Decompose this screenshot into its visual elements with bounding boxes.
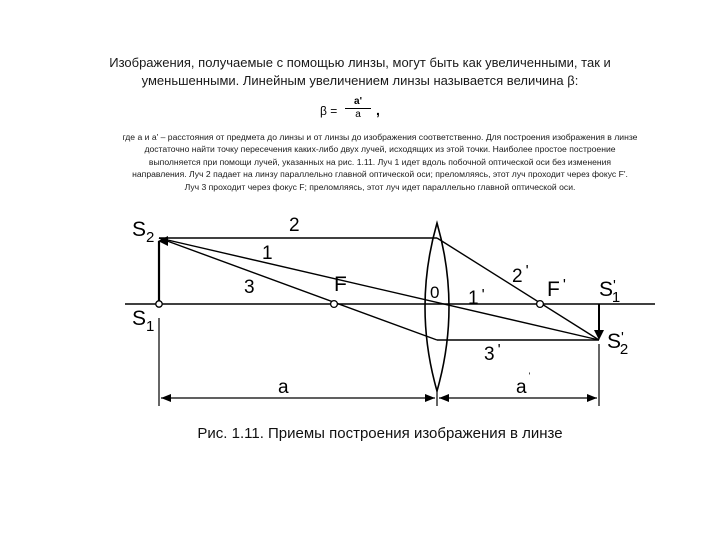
- explanation-line: выполняется при помощи лучей, указанных на рис. 1.11. Луч 1 идет вдоль побочной оптической оси без изменения: [148, 156, 612, 167]
- label-ray-2: 2: [289, 215, 300, 236]
- formula-numerator: a': [345, 96, 371, 109]
- label-s2-prime: S' 2: [607, 329, 629, 358]
- label-ray-2-prime: 2 ': [512, 263, 529, 287]
- label-focus-f-prime: F ': [547, 277, 566, 301]
- formula-beta: β =: [320, 104, 338, 118]
- label-ray-3-prime: 3 ': [484, 342, 501, 365]
- converging-lens: [425, 223, 449, 391]
- intro-line-1: Изображения, получаемые с помощью линзы, могут быть как увеличенными, так и: [109, 55, 611, 70]
- ray-2-refracted: [437, 238, 599, 340]
- label-distance-a-prime: a': [516, 371, 531, 398]
- explanation-line: достаточно найти точку пересечения каких-либо двух лучей, исходящих из этой точки. Наиболее простое построение: [144, 144, 616, 155]
- formula-comma: ,: [376, 102, 380, 118]
- ray-1-through-center: [159, 238, 599, 340]
- object-base-point: [156, 301, 162, 307]
- explanation-line: где a и a' – расстояния от предмета до линзы и от линзы до изображения соответственно. Для построения изображения в линзе: [122, 132, 638, 142]
- explanation-line: Луч 3 проходит через фокус F; преломляясь, этот луч идет параллельно главной оптической оси.: [184, 181, 576, 192]
- focus-point-f-prime: [537, 301, 544, 308]
- figure-caption: Рис. 1.11. Приемы построения изображения в линзе: [197, 425, 563, 442]
- label-s1-prime: S' 1: [599, 277, 621, 306]
- label-s2: $S_2$: [132, 218, 155, 246]
- focus-point-f: [331, 301, 338, 308]
- label-s1: $S_1$: [132, 307, 155, 335]
- label-focus-f: F: [334, 273, 347, 296]
- label-distance-a: a: [278, 377, 289, 398]
- formula-denominator: a: [355, 109, 361, 120]
- intro-line-2: уменьшенными. Линейным увеличением линзы называется величина β:: [141, 73, 579, 88]
- label-lens-center: 0: [430, 283, 440, 302]
- ray-3-incident: [159, 238, 440, 340]
- label-ray-1: 1: [262, 243, 273, 264]
- label-ray-1-prime: 1 ': [468, 287, 485, 309]
- label-ray-3: 3: [244, 277, 255, 298]
- explanation-line: направления. Луч 2 падает на линзу параллельно главной оптической оси; преломляясь, этот луч проходит через фокус F'.: [132, 169, 628, 180]
